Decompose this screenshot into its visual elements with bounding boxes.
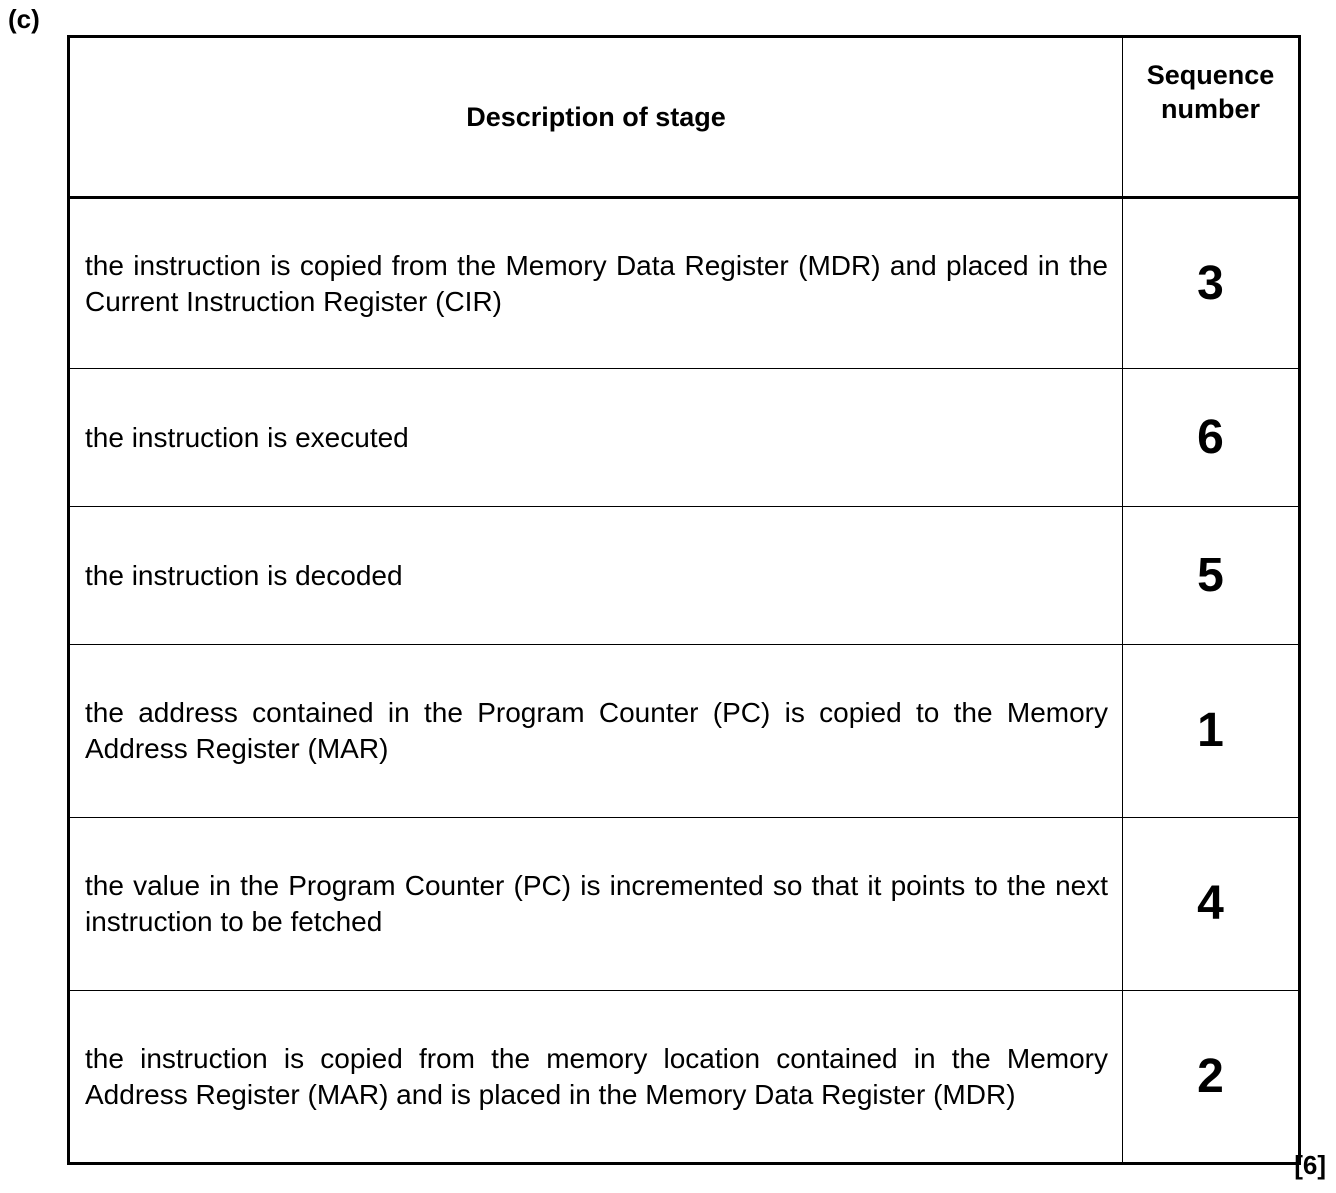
table-row [69, 369, 1300, 507]
description-column-header: Description of stage [69, 37, 1123, 198]
stage-description: the instruction is executed [69, 369, 1123, 507]
stage-description: the instruction is copied from the memory location contained in the Memory Address Register (MAR) and is placed in the Memory Data Register (MDR) [69, 991, 1123, 1164]
stage-description: the value in the Program Counter (PC) is incremented so that it points to the next instruction to be fetched [69, 818, 1123, 991]
table-row [69, 198, 1300, 369]
sequence-number[interactable]: 5 [1123, 507, 1300, 645]
table-row [69, 645, 1300, 818]
table-row [69, 818, 1300, 991]
sequence-number[interactable]: 3 [1123, 198, 1300, 369]
table-row [69, 507, 1300, 645]
table-header-row [69, 37, 1300, 198]
sequence-table [67, 35, 1301, 1165]
stage-description: the instruction is decoded [69, 507, 1123, 645]
sequence-header-line1: Sequence [1146, 60, 1275, 90]
question-part-label: (c) [8, 4, 40, 34]
table-row [69, 991, 1300, 1164]
sequence-number[interactable]: 1 [1123, 645, 1300, 818]
sequence-number[interactable]: 4 [1123, 818, 1300, 991]
sequence-header-line2: number [1160, 94, 1260, 124]
sequence-number[interactable]: 6 [1123, 369, 1300, 507]
sequence-column-header [1123, 37, 1300, 198]
stage-description: the address contained in the Program Counter (PC) is copied to the Memory Address Register (MAR) [69, 645, 1123, 818]
stage-description: the instruction is copied from the Memory Data Register (MDR) and placed in the Current Instruction Register (CIR) [69, 198, 1123, 369]
marks-label: [6] [1294, 1150, 1326, 1180]
sequence-number[interactable]: 2 [1123, 991, 1300, 1164]
